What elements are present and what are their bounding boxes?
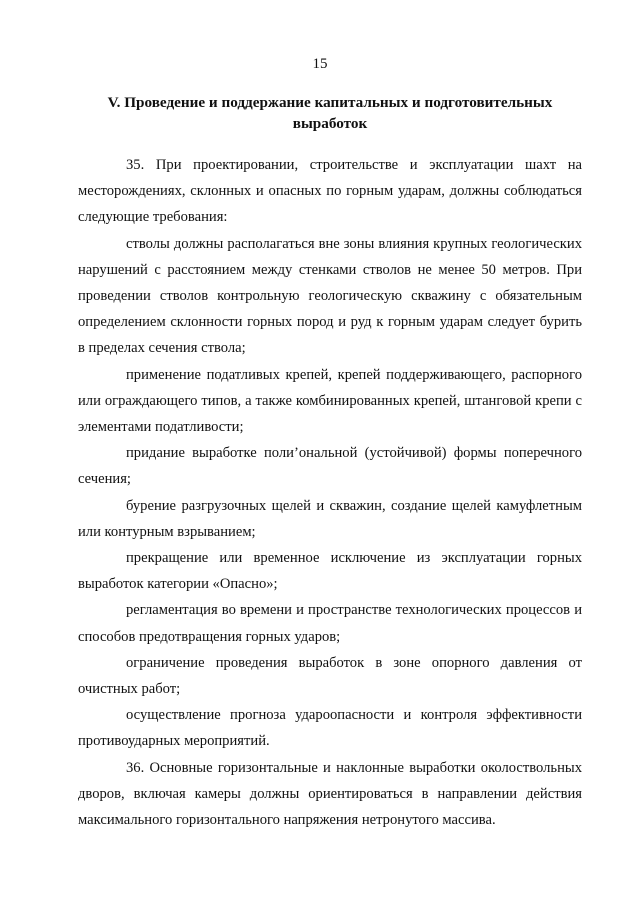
paragraph-supports: применение податливых крепей, крепей поддерживающего, распорного или ограждающего типов, а также комбинированных крепей, штанговой крепи с элементами податливости;: [78, 366, 582, 436]
paragraph-35-intro: 35. При проектировании, строительстве и эксплуатации шахт на месторождениях, склонных и опасных по горным ударам, должны соблюдаться следующие требования:: [78, 157, 582, 226]
paragraph-limitation: ограничение проведения выработок в зоне опорного давления от очистных работ;: [78, 654, 582, 698]
page-number: 15: [312, 56, 328, 72]
paragraph-36: 36. Основные горизонтальные и наклонные выработки околоствольных дворов, включая камеры должны ориентироваться в направлении действия максимального горизонтального напряжения нетронутого массива.: [78, 759, 582, 829]
document-body: [78, 152, 582, 833]
paragraph-regulation: регламентация во времени и пространстве технологических процессов и способов предотвращения горных ударов;: [78, 602, 582, 645]
paragraph-shafts: стволы должны располагаться вне зоны влияния крупных геологических нарушений с расстоянием между стенками стволов не менее 50 метров. При проведении стволов контрольную геологическую скважину с обязательным определением склонности горных пород и руд к горным ударам следует бурить в пределах сечения ствола;: [78, 235, 582, 357]
section-heading-line-1: V. Проведение и поддержание капитальных и подготовительных: [107, 94, 553, 111]
paragraph-shape: придание выработке поли’ональной (устойчивой) формы поперечного сечения;: [78, 445, 582, 488]
paragraph-suspension: прекращение или временное исключение из эксплуатации горных выработок категории «Опасно»;: [78, 550, 582, 593]
section-heading-line-2: выработок: [292, 115, 368, 132]
paragraph-drilling: бурение разгрузочных щелей и скважин, создание щелей камуфлетным или контурным взрыванием;: [78, 497, 582, 540]
paragraph-forecast: осуществление прогноза удароопасности и контроля эффективности противоударных мероприятий.: [78, 707, 582, 750]
section-heading: [100, 92, 560, 134]
